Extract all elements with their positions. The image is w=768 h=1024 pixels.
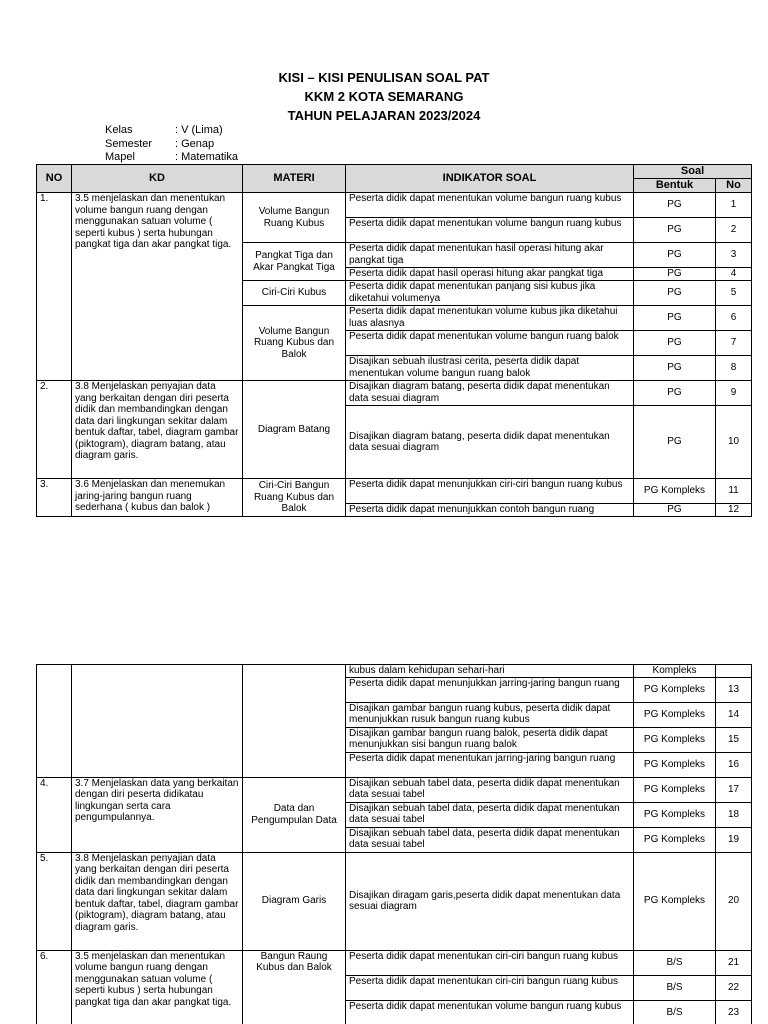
soal-no-cell: 10 [716,406,752,479]
document-subtitle: KKM 2 KOTA SEMARANG [304,89,464,104]
soal-no-cell: 1 [716,193,752,218]
bentuk-cell: PG [634,331,716,356]
kd-cell: 3.8 Menjelaskan penyajian data yang berkaitan dengan diri peserta didik dan membandingkan dengan data dari lingkungan sekitar dalam bentuk daftar, tabel, diagram gambar (piktogram), diagram batang, atau diagram garis. [72,852,243,950]
bentuk-cell: B/S [634,975,716,1000]
kd-cell: 3.5 menjelaskan dan menentukan volume bangun ruang dengan menggunakan satuan volume ( seperti kubus ) serta hubungan pangkat tiga dan akar pangkat tiga. [72,193,243,381]
soal-no-cell: 8 [716,356,752,381]
kd-cell: 3.8 Menjelaskan penyajian data yang berkaitan dengan diri peserta didik dan membandingkan dengan data dari lingkungan sekitar dalam bentuk daftar, tabel, diagram gambar (piktogram), diagram batang, atau diagram garis. [72,381,243,479]
soal-no-cell [716,665,752,678]
kisi-table-page-1 [36,164,752,517]
indikator-cell: Disajikan gambar bangun ruang balok, peserta didik dapat menunjukkan sisi bangun ruang balok [346,727,634,752]
indikator-cell: Peserta didik dapat menunjukkan contoh bangun ruang [346,504,634,517]
row-no: 6. [37,950,72,1024]
bentuk-cell: PG Kompleks [634,479,716,504]
row-no: 5. [37,852,72,950]
kisi-table-page-2 [36,664,752,1024]
row-no: 4. [37,777,72,852]
materi-cell: Data dan Pengumpulan Data [243,777,346,852]
header-no: NO [37,165,72,193]
page-gap [0,640,768,655]
kd-cell-empty [72,665,243,778]
indikator-cell: Peserta didik dapat menentukan volume bangun ruang kubus [346,1000,634,1024]
bentuk-cell: PG Kompleks [634,852,716,950]
indikator-cell: Peserta didik dapat menentukan panjang sisi kubus jika diketahui volumenya [346,281,634,306]
row-no-empty [37,665,72,778]
materi-cell: Diagram Garis [243,852,346,950]
indikator-cell: Disajikan gambar bangun ruang kubus, peserta didik dapat menunjukkan rusuk bangun ruang kubus [346,702,634,727]
soal-no-cell: 5 [716,281,752,306]
bentuk-cell: B/S [634,950,716,975]
materi-cell: Diagram Batang [243,381,346,479]
bentuk-cell: B/S [634,1000,716,1024]
document-page-2 [0,655,768,1024]
indikator-cell: Disajikan sebuah tabel data, peserta didik dapat menentukan data sesuai tabel [346,827,634,852]
materi-cell: Volume Bangun Ruang Kubus [243,193,346,243]
bentuk-cell: PG Kompleks [634,827,716,852]
bentuk-cell: PG Kompleks [634,802,716,827]
meta-semester-label: Semester [105,138,153,150]
kd-cell: 3.6 Menjelaskan dan menemukan jaring-jaring bangun ruang sederhana ( kubus dan balok ) [72,479,243,517]
bentuk-cell: PG Kompleks [634,777,716,802]
meta-mapel-value: : Matematika [175,151,238,163]
indikator-cell: Disajikan diragam garis,peserta didik dapat menentukan data sesuai diagram [346,852,634,950]
row-no: 3. [37,479,72,517]
document-year: TAHUN PELAJARAN 2023/2024 [287,108,481,123]
indikator-cell: Disajikan sebuah tabel data, peserta didik dapat menentukan data sesuai tabel [346,802,634,827]
header-materi: MATERI [243,165,346,193]
indikator-cell: Disajikan diagram batang, peserta didik dapat menentukan data sesuai diagram [346,406,634,479]
bentuk-cell: PG [634,281,716,306]
header-soal-no: No [716,179,752,193]
header-kd: KD [72,165,243,193]
bentuk-cell: PG [634,243,716,268]
kd-cell: 3.7 Menjelaskan data yang berkaitan dengan diri peserta didikatau lingkungan serta cara pengumpulannya. [72,777,243,852]
soal-no-cell: 16 [716,752,752,777]
materi-cell: Bangun Raung Kubus dan Balok [243,950,346,1024]
indikator-cell: Disajikan sebuah ilustrasi cerita, peserta didik dapat menentukan volume bangun ruang balok [346,356,634,381]
row-no: 1. [37,193,72,381]
soal-no-cell: 12 [716,504,752,517]
soal-no-cell: 20 [716,852,752,950]
meta-semester-value: : Genap [175,138,215,150]
indikator-cell: Peserta didik dapat menunjukkan ciri-ciri bangun ruang kubus [346,479,634,504]
indikator-cell: Peserta didik dapat menentukan ciri-ciri bangun ruang kubus [346,950,634,975]
soal-no-cell: 18 [716,802,752,827]
materi-cell: Pangkat Tiga dan Akar Pangkat Tiga [243,243,346,281]
bentuk-cell: PG Kompleks [634,702,716,727]
indikator-cell: Peserta didik dapat menentukan volume bangun ruang kubus [346,218,634,243]
bentuk-cell: PG [634,356,716,381]
soal-no-cell: 3 [716,243,752,268]
soal-no-cell: 9 [716,381,752,406]
header-bentuk: Bentuk [634,179,716,193]
materi-cell: Ciri-Ciri Kubus [243,281,346,306]
indikator-cell: Peserta didik dapat menentukan jarring-jaring bangun ruang [346,752,634,777]
materi-cell: Volume Bangun Ruang Kubus dan Balok [243,306,346,381]
indikator-cell: Peserta didik dapat menunjukkan jarring-jaring bangun ruang [346,677,634,702]
soal-no-cell: 13 [716,677,752,702]
bentuk-cell: Kompleks [634,665,716,678]
bentuk-cell: PG [634,381,716,406]
soal-no-cell: 21 [716,950,752,975]
meta-semester [105,138,214,151]
materi-cell: Ciri-Ciri Bangun Ruang Kubus dan Balok [243,479,346,517]
bentuk-cell: PG Kompleks [634,677,716,702]
bentuk-cell: PG [634,406,716,479]
indikator-cell: kubus dalam kehidupan sehari-hari [346,665,634,678]
indikator-cell: Peserta didik dapat menentukan volume kubus jika diketahui luas alasnya [346,306,634,331]
meta-kelas-label: Kelas [105,124,133,136]
meta-kelas [105,124,223,137]
soal-no-cell: 17 [716,777,752,802]
soal-no-cell: 19 [716,827,752,852]
soal-no-cell: 22 [716,975,752,1000]
soal-no-cell: 14 [716,702,752,727]
meta-mapel-label: Mapel [105,151,135,163]
soal-no-cell: 7 [716,331,752,356]
bentuk-cell: PG [634,504,716,517]
soal-no-cell: 15 [716,727,752,752]
soal-no-cell: 2 [716,218,752,243]
header-indikator: INDIKATOR SOAL [346,165,634,193]
bentuk-cell: PG [634,306,716,331]
indikator-cell: Peserta didik dapat menentukan volume bangun ruang kubus [346,193,634,218]
indikator-cell: Peserta didik dapat hasil operasi hitung akar pangkat tiga [346,268,634,281]
indikator-cell: Peserta didik dapat menentukan volume bangun ruang balok [346,331,634,356]
bentuk-cell: PG [634,193,716,218]
indikator-cell: Peserta didik dapat menentukan ciri-ciri bangun ruang kubus [346,975,634,1000]
indikator-cell: Disajikan sebuah tabel data, peserta didik dapat menentukan data sesuai tabel [346,777,634,802]
soal-no-cell: 6 [716,306,752,331]
kd-cell: 3.5 menjelaskan dan menentukan volume bangun ruang dengan menggunakan satuan volume ( seperti kubus ) serta hubungan pangkat tiga dan akar pangkat tiga. [72,950,243,1024]
soal-no-cell: 23 [716,1000,752,1024]
bentuk-cell: PG Kompleks [634,727,716,752]
indikator-cell: Peserta didik dapat menentukan hasil operasi hitung akar pangkat tiga [346,243,634,268]
materi-cell-empty [243,665,346,778]
bentuk-cell: PG [634,218,716,243]
soal-no-cell: 4 [716,268,752,281]
soal-no-cell: 11 [716,479,752,504]
meta-kelas-value: : V (Lima) [175,124,223,136]
header-soal: Soal [634,165,752,179]
document-title: KISI – KISI PENULISAN SOAL PAT [278,70,490,85]
indikator-cell: Disajikan diagram batang, peserta didik dapat menentukan data sesuai diagram [346,381,634,406]
meta-mapel [105,151,238,164]
bentuk-cell: PG [634,268,716,281]
row-no: 2. [37,381,72,479]
bentuk-cell: PG Kompleks [634,752,716,777]
